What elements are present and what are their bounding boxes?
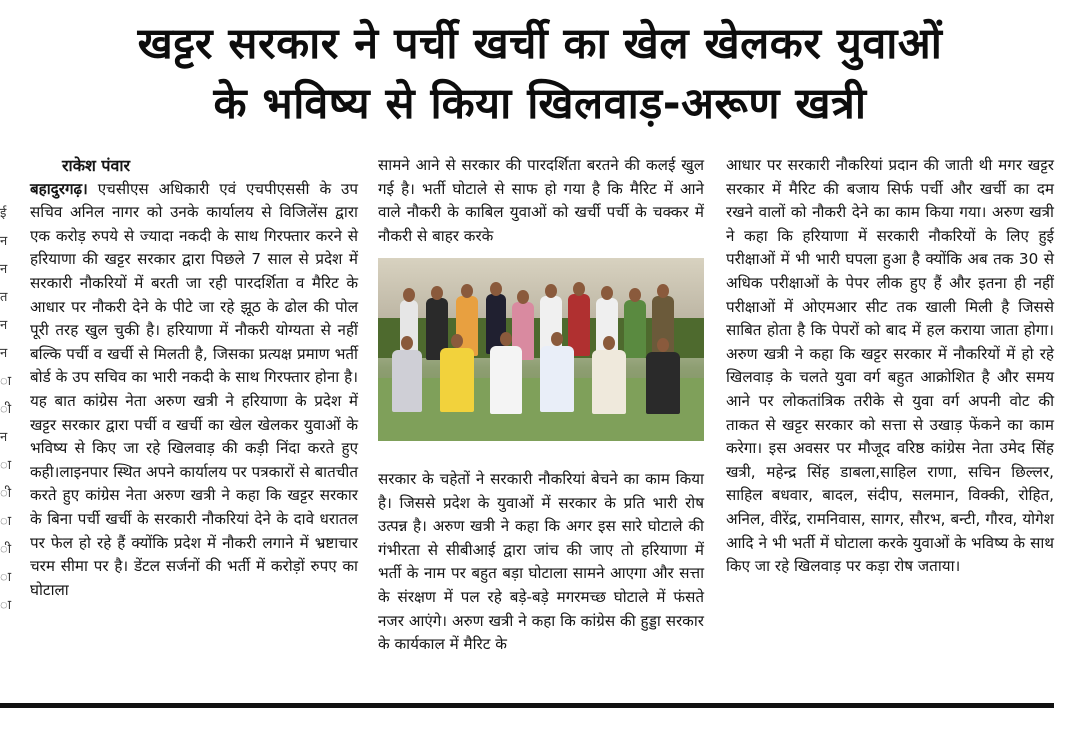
- bottom-rule: [0, 703, 1054, 708]
- group-photo: [378, 258, 704, 441]
- article-column-2-top: [378, 154, 704, 248]
- photo-head: [403, 288, 415, 302]
- photo-head: [500, 332, 512, 346]
- sliver-char: न: [0, 262, 8, 277]
- sliver-char: ा: [0, 514, 12, 529]
- photo-person: [490, 346, 522, 414]
- article-column-1: [30, 154, 358, 602]
- sliver-char: न: [0, 346, 8, 361]
- column-1-body: [30, 178, 358, 603]
- photo-head: [629, 288, 641, 302]
- photo-person: [540, 346, 574, 412]
- column-1-text: एचसीएस अधिकारी एवं एचपीएससी के उप सचिव अनिल नागर को उनके कार्यालय से विजिलेंस द्वारा एक करोड़ रुपये से ज्यादा नकदी के साथ गिरफ्तार करने से हरियाणा की खट्टर सरकार द्वारा पिछले 7 साल से प्रदेश में सरकारी नौकरियों में बरती जा रही पारदर्शिता व मैरिट के आधार पर नौकरी देने के पीटे जा रहे झूठ के ढोल की पोल पूरी तरह खुल चुकी है। हरियाणा में नौकरी योग्यता से नहीं बल्कि पर्ची व खर्ची से मिलती है, जिसका प्रत्यक्ष प्रमाण भर्ती बोर्ड के उप सचिव का भारी नकदी के साथ गिरफ्तार होना है। यह बात कांग्रेस नेता अरुण खत्री ने हरियाणा के प्रदेश में खट्टर सरकार द्वारा पर्ची व खर्ची का खेल खेलकर युवाओं के भविष्य से किए जा रहे खिलवाड़ की कड़ी निंदा करते हुए कही।लाइनपार स्थित अपने कार्यालय पर पत्रकारों से बातचीत करते हुए कांग्रेस नेता अरुण खत्री ने कहा कि खट्टर सरकार के बिना पर्ची खर्ची के सरकारी नौकरियां देने के दावे धरातल पर फेल हो रहे हैं क्योंकि प्रदेश में नौकरी लगाने में भ्रष्टाचार चरम सीमा पर है। डेंटल सर्जनों की भर्ती में करोड़ों रुपए का घोटाला: [30, 179, 359, 599]
- headline-line-1: खट्टर सरकार ने पर्ची खर्ची का खेल खेलकर युवाओं: [137, 19, 943, 69]
- dateline: बहादुरगढ़।: [30, 179, 88, 198]
- sliver-char: ई: [0, 206, 7, 221]
- photo-head: [657, 338, 669, 352]
- photo-person: [392, 350, 422, 412]
- photo-person: [592, 350, 626, 414]
- photo-person: [624, 300, 646, 358]
- photo-head: [490, 282, 502, 296]
- column-3-text: आधार पर सरकारी नौकरियां प्रदान की जाती थी मगर खट्टर सरकार में मैरिट की बजाय सिर्फ पर्ची और खर्ची का दम रखने वालों को नौकरी देने का काम किया गया। अरुण खत्री ने कहा कि हरियाणा में सरकारी नौकरियों के लिए हुई परीक्षाओं में भी भारी घपला हुआ है क्योंकि अब तक 30 से अधिक परीक्षाओं के पेपर लीक हुए हैं और इतना ही नहीं परीक्षाओं में ओएमआर सीट तक खाली मिली है जिससे साबित होता है कि पेपरों को बाद में हल कराया जाता होगा। अरुण खत्री ने कहा कि खट्टर सरकार में नौकरियों में हो रहे खिलवाड़ के चलते युवा वर्ग बहुत आक्रोशित है और समय आने पर लोकतांत्रिक तरीके से युवा वर्ग अपनी वोट की ताकत से खट्टर सरकार को सत्ता से उखाड़ फेंकने का काम करेगा। इस अवसर पर मौजूद वरिष्ठ कांग्रेस नेता उमेद सिंह खत्री, महेन्द्र सिंह डाबला,साहिल राणा, सचिन छिल्लर, साहिल बधवार, बादल, संदीप, सलमान, विक्की, रोहित, अनिल, वीरेंद्र, रामनिवास, सागर, सौरभ, बन्टी, गौरव, योगेश आदि ने भी भर्ती में घोटाला करके युवाओं के भविष्य के साथ किए जा रहे खिलवाड़ पर कड़ा रोष जताया।: [726, 156, 1054, 576]
- photo-head: [545, 284, 557, 298]
- column-2-bottom-text: सरकार के चहेतों ने सरकारी नौकरियां बेचने का काम किया है। जिससे प्रदेश के युवाओं में सरकार के प्रति भारी रोष उत्पन्न है। अरुण खत्री ने कहा कि अगर इस सारे घोटाले की गंभीरता से सीबीआई द्वारा जांच की जाए तो हरियाणा में भर्ती के नाम पर बहुत बड़ा घोटाला सामने आएगा और सत्ता के संरक्षण में पल रहे बड़े-बड़े मगरमच्छ घोटाले में फंसते नजर आएंगे। अरुण खत्री ने कहा कि कांग्रेस की हुड्डा सरकार के कार्यकाल में मैरिट के: [378, 470, 704, 654]
- article-column-2-bottom: [378, 468, 704, 657]
- sliver-char: ा: [0, 458, 12, 473]
- sliver-char: ी: [0, 486, 12, 501]
- sliver-char: ा: [0, 598, 12, 613]
- sliver-char: ा: [0, 570, 12, 585]
- photo-head: [461, 284, 473, 298]
- photo-head: [601, 286, 613, 300]
- sliver-char: ी: [0, 402, 12, 417]
- photo-head: [451, 334, 463, 348]
- sliver-char: त: [0, 290, 8, 305]
- photo-person: [440, 348, 474, 412]
- sliver-char: न: [0, 318, 8, 333]
- column-2-top-text: सामने आने से सरकार की पारदर्शिता बरतने की कलई खुल गई है। भर्ती घोटाले से साफ हो गया है कि मैरिट में आने वाले नौकरी के काबिल युवाओं को खर्ची पर्ची के चक्कर में नौकरी से बाहर करके: [378, 156, 704, 245]
- photo-head: [517, 290, 529, 304]
- photo-head: [573, 282, 585, 296]
- photo-head: [431, 286, 443, 300]
- sliver-char: न: [0, 234, 8, 249]
- photo-head: [401, 336, 413, 350]
- photo-head: [603, 336, 615, 350]
- sliver-char: ी: [0, 542, 12, 557]
- photo-head: [657, 284, 669, 298]
- byline: राकेश पंवार: [62, 156, 131, 175]
- photo-person: [646, 352, 680, 414]
- sliver-char: न: [0, 430, 8, 445]
- sliver-char: ा: [0, 374, 12, 389]
- article-column-3: [726, 154, 1054, 579]
- headline: [0, 14, 1080, 134]
- photo-head: [551, 332, 563, 346]
- adjacent-column-sliver: [0, 200, 14, 660]
- headline-line-2: के भविष्य से किया खिलवाड़-अरूण खत्री: [213, 79, 867, 129]
